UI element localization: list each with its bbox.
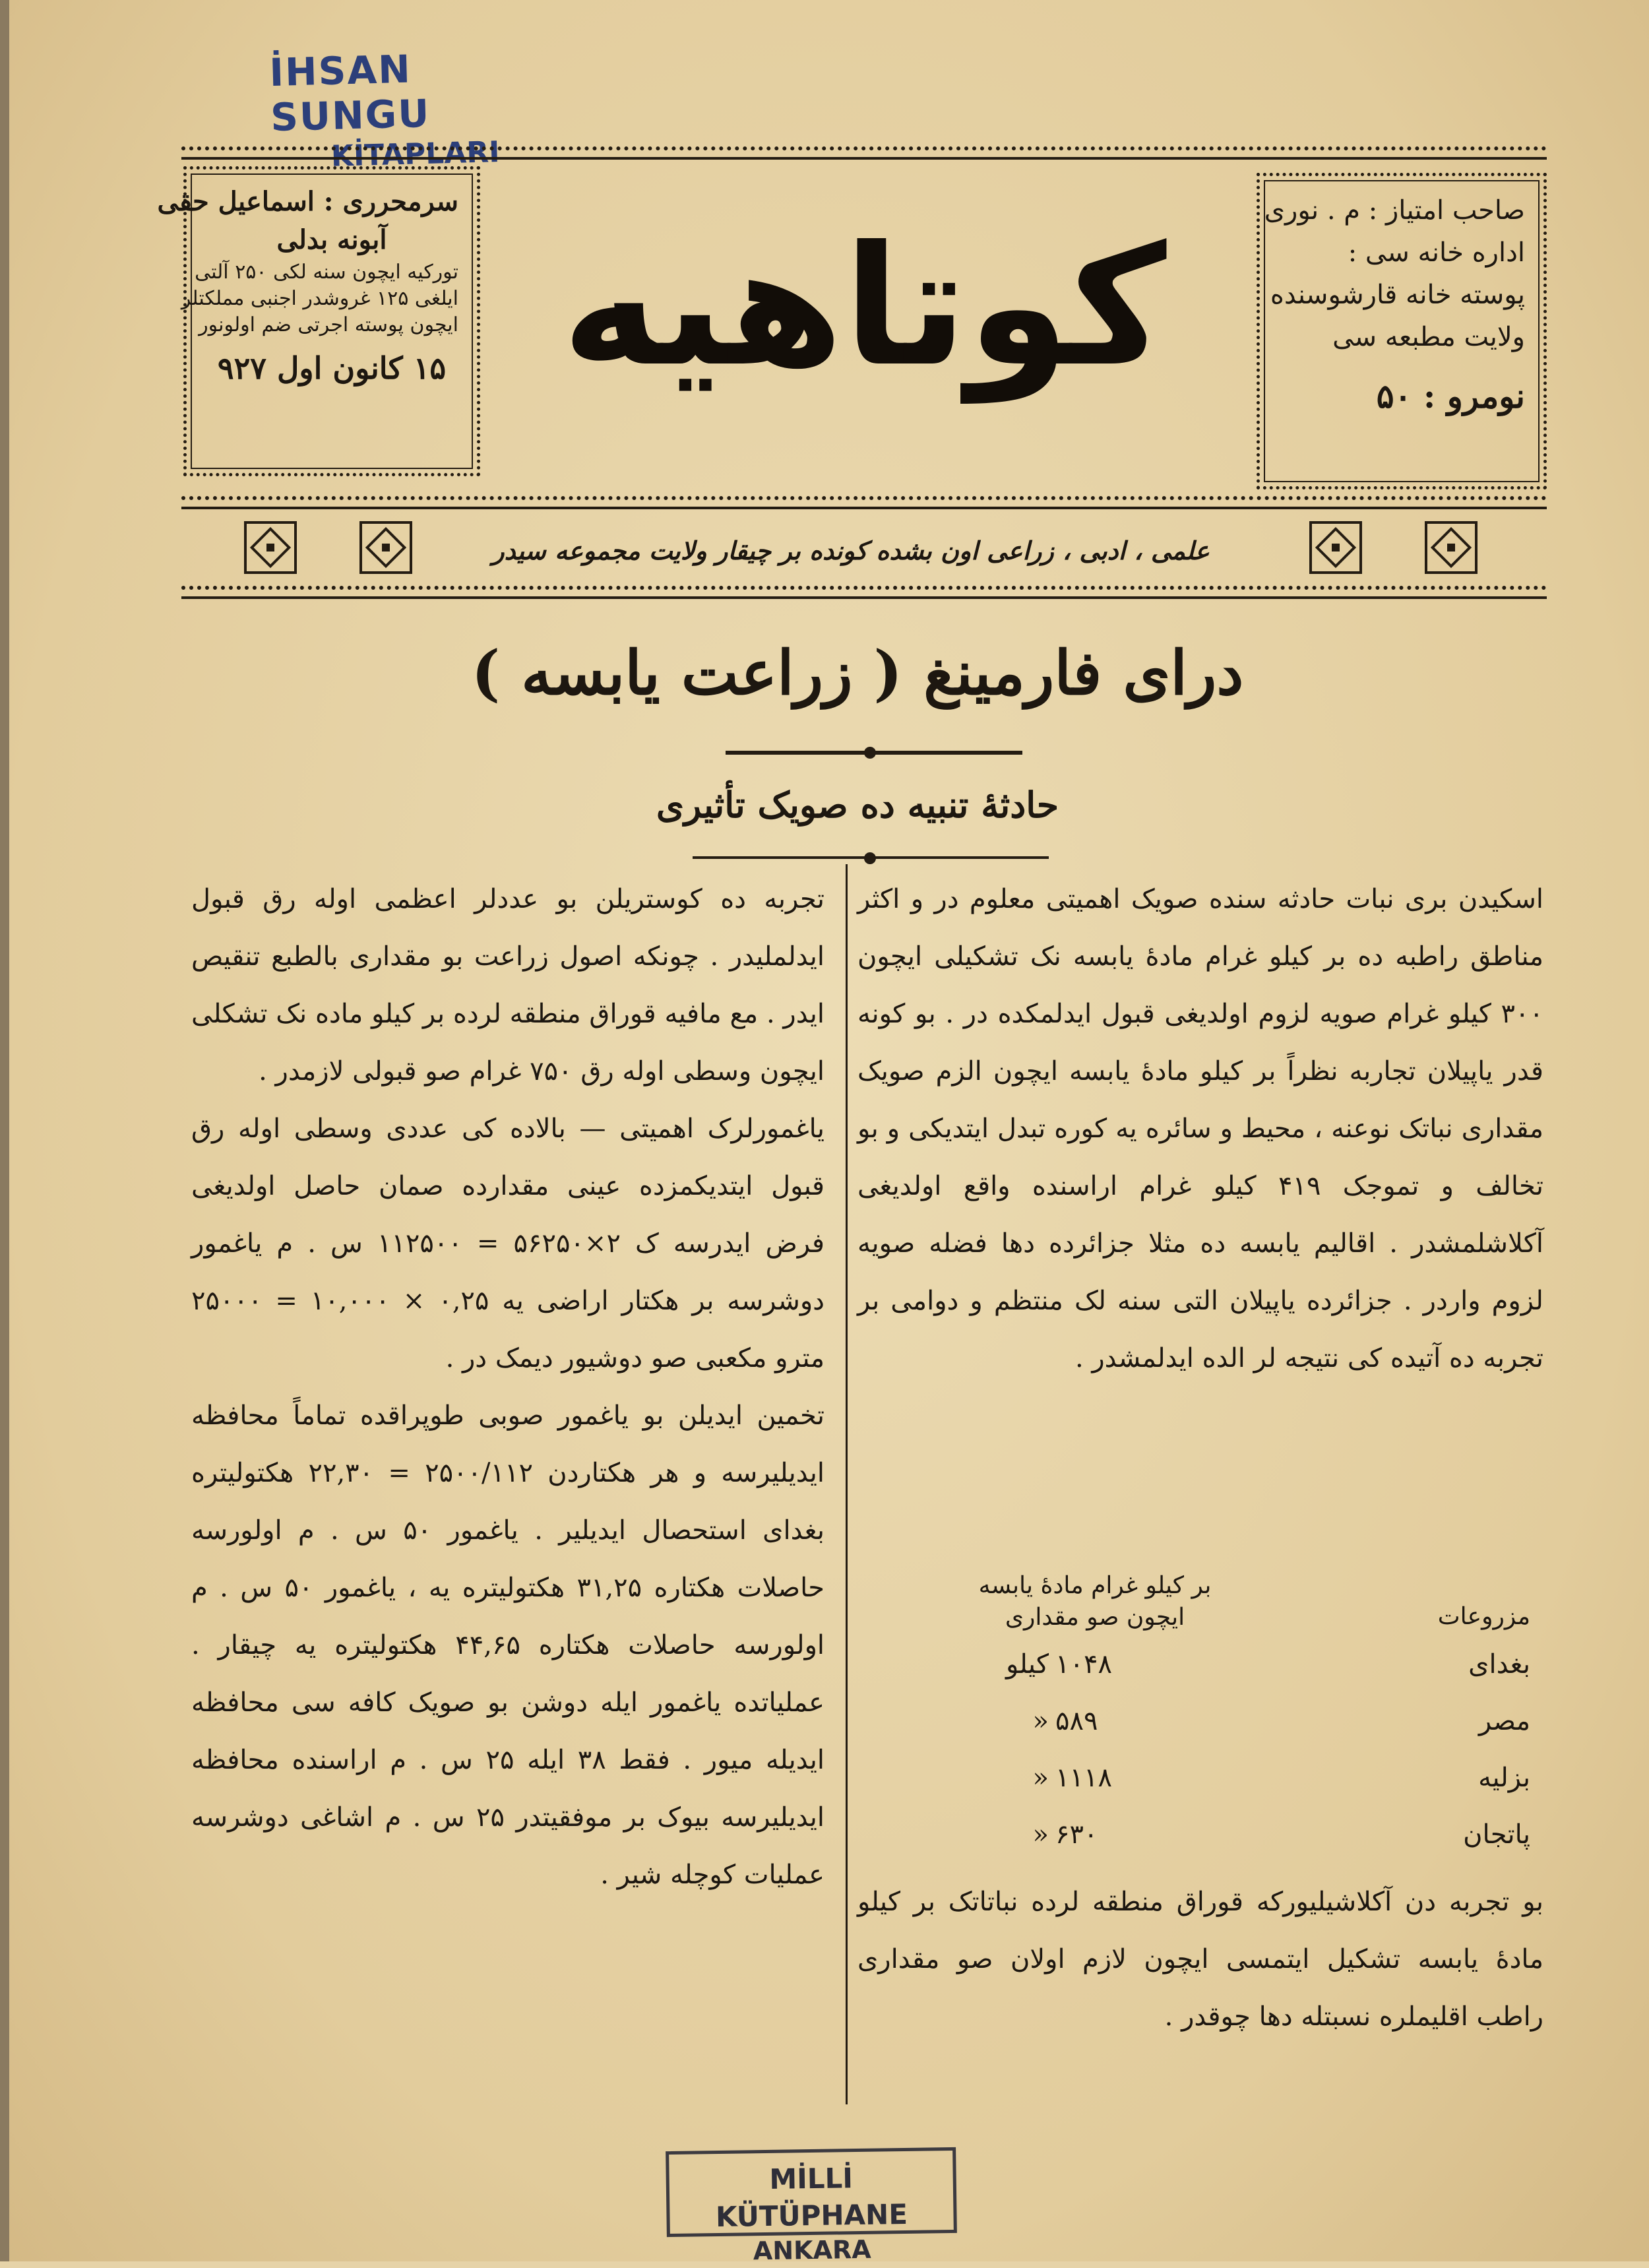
subscription-title: آبونه بدلی [276, 224, 387, 255]
unit-cell: کیلو [1005, 1649, 1049, 1680]
masthead-subtitle: علمی ، ادبی ، زراعی اون بشده کونده بر چیقار ولایت مجموعه سیدر [492, 536, 1210, 565]
table-row [871, 1693, 1530, 1749]
editor-line: سرمحرری : اسماعیل حقی [157, 186, 458, 217]
value-cell: ۶۳۰ [1055, 1819, 1098, 1850]
water-column-header: بر کیلو غرام مادهٔ یابسه ایچون صو مقداری [978, 1572, 1212, 1631]
crop-cell: مصر [1478, 1706, 1530, 1736]
crop-column-header: مزروعات [1437, 1603, 1530, 1630]
office-line-1: پوسته خانه قارشوسنده [1270, 280, 1525, 310]
value-cell: ۱۰۴۸ [1055, 1649, 1112, 1680]
newspaper-title: کوتاهیه [561, 210, 1167, 402]
crop-cell: بزلیه [1478, 1763, 1530, 1793]
article-column-right [857, 871, 1543, 1387]
flourish-dot [864, 852, 876, 864]
office-line-2: ولایت مطبعه سی [1332, 322, 1525, 352]
publisher-box [1257, 173, 1547, 489]
table-row [871, 1636, 1530, 1693]
crop-cell: بغدای [1468, 1649, 1530, 1680]
page-edge [0, 0, 9, 2261]
top-divider [181, 146, 1547, 160]
stamp-bottom-line-1: MİLLİ KÜTÜPHANE [715, 2162, 908, 2234]
issue-number: نومرو : ۵۰ [1376, 377, 1525, 416]
library-stamp-bottom [666, 2147, 957, 2266]
paragraph: تخمین ایدیلن بو یاغمور صوبی طوپراقده تماماً محافظه ایدیلیرسه و هر هکتاردن ۲۵۰۰/۱۱۲ = ۲۲,۳۰ هکتولیتره بغدای استحصال ایدیلیر . یاغمور ۵۰ س . م اولورسه حاصلات هکتاره ۳۱,۲۵ هکتولیتره یه ، یاغمور ۵۰ س . م اولورسه حاصلات هکتاره ۴۴,۶۵ هکتولیتره یه چیقار . عملیاتده یاغمور ایله دوشن بو صویک کافه سی محافظه ایدیله میور . فقط ۳۸ ایله ۲۵ س . م اراسنده محافظه ایدیلیرسه بیوک بر موفقیتدر ۲۵ س . م اشاغی دوشرسه عملیات کوچله شیر . [191, 1401, 825, 1890]
unit-cell: « [1032, 1706, 1049, 1736]
ornament-icon [1425, 521, 1478, 574]
subscription-line-2: ایلغی ۱۲۵ غروشدر اجنبی مملکتلر [181, 287, 458, 310]
paragraph: اسکیدن بری نبات حادثه سنده صویک اهمیتی معلوم در و اکثر مناطق راطبه ده بر کیلو غرام مادهٔ یابسه نک تشکیلی ایچون ۳۰۰ کیلو غرام صویه لزوم اولدیغی قبول ایدلمکده در . بو کونه قدر یاپیلان تجاربه نظراً بر کیلو مادهٔ یابسه ایچون الزم صویک مقداری نباتک نوعنه ، محیط و سائره یه کوره تبدل ایتدیکی و بو تخالف و تموجک ۴۱۹ کیلو غرام اراسنده واقع اولدیغی آکلاشلمشدر . اقالیم یابسه ده مثلا جزائرده دها فضله صویه لزوم واردر . جزائرده یاپیلان التی سنه لک منتظم و دوامی بر تجربه ده آتیده کی نتیجه لر الده ایدلمشدر . [857, 884, 1543, 1373]
masthead-divider-bottom [181, 586, 1547, 599]
article-column-left [191, 871, 824, 1904]
article-column-right-tail [857, 1874, 1543, 2046]
ornament-icon [1309, 521, 1362, 574]
subscription-line-1: تورکیه ایچون سنه لکی ۲۵۰ آلتی [195, 261, 458, 284]
unit-cell: « [1032, 1763, 1049, 1793]
subscription-line-3: ایچون پوسته اجرتی ضم اولونور [199, 313, 458, 336]
paragraph: یاغمورلرک اهمیتی — بالاده کی عددی وسطی اوله رق قبول ایتدیکمزده عینی مقدارده صمان حاصل اولدیغی فرض ایدرسه ک ۲×۵۶۲۵۰ = ۱۱۲۵۰۰ س . م یاغمور دوشرسه بر هکتار اراضی یه ۰,۲۵ × ۱۰,۰۰۰ = ۲۵۰۰۰ مترو مکعبی صو دوشیور دیمک در . [191, 1114, 824, 1373]
unit-cell: « [1032, 1819, 1049, 1850]
column-divider [846, 864, 848, 2104]
value-cell: ۵۸۹ [1055, 1706, 1098, 1736]
ornament-icon [244, 521, 297, 574]
crop-cell: پاتجان [1463, 1819, 1530, 1850]
flourish-dot [864, 747, 876, 759]
table-row [871, 1806, 1530, 1863]
issue-date: ۱۵ کانون اول ۹۲۷ [217, 350, 447, 386]
water-requirement-table [871, 1570, 1530, 1863]
table-header [871, 1570, 1530, 1636]
ornament-icon [359, 521, 412, 574]
masthead-divider-top [181, 496, 1547, 509]
paragraph: تجربه ده کوستریلن بو عددلر اعظمی اوله رق قبول ایدلملیدر . چونکه اصول زراعت بو مقداری بالطبع تنقیص ایدر . مع مافیه قوراق منطقه لرده بر کیلو ماده نک تشکلی ایچون وسطی اوله رق ۷۵۰ غرام صو قبولی لازمدر . [191, 884, 824, 1087]
paragraph: بو تجربه دن آکلاشیلیورکه قوراق منطقه لرده نباتاتک بر کیلو مادهٔ یابسه تشکیل ایتمسی ایچون لازم اولان صو مقداری راطب اقلیملره نسبتله دها چوقدر . [857, 1887, 1543, 2032]
stamp-line-1: İHSAN SUNGU [268, 46, 431, 141]
office-label: اداره خانه سی : [1348, 237, 1525, 268]
stamp-bottom-line-2: ANKARA [753, 2234, 871, 2266]
table-row [871, 1749, 1530, 1806]
owner-line: صاحب امتیاز : م . نوری [1264, 195, 1525, 226]
stamp-line-2: KİTAPLARI [330, 135, 501, 173]
article-headline: درای فارمینغ ( زراعت یابسه ) [471, 637, 1244, 709]
value-cell: ۱۱۱۸ [1055, 1763, 1112, 1793]
subscription-box [157, 166, 480, 476]
article-subhead: حادثهٔ تنبیه ده صویک تأثیری [656, 784, 1059, 826]
